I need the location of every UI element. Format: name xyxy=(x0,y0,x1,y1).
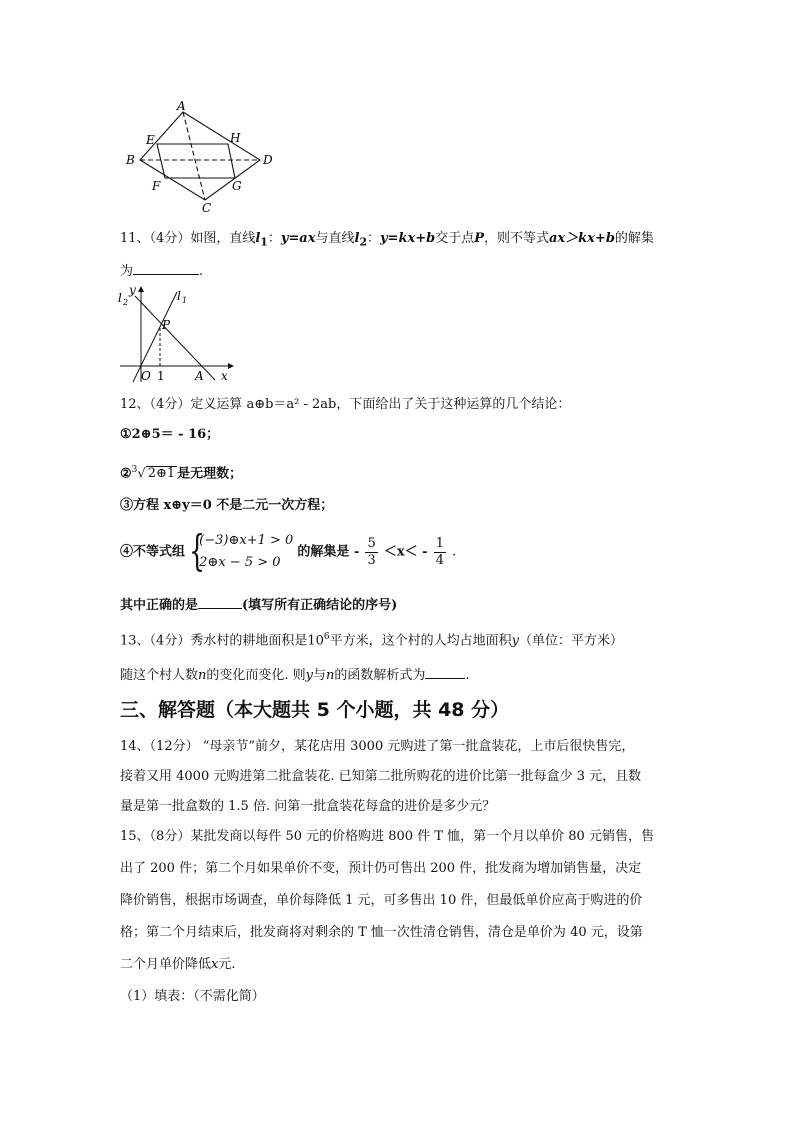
q11-l1: l xyxy=(255,231,261,246)
q13-n: n xyxy=(198,668,207,683)
q15-line3: 降价销售，根据市场调查，单价每降低 1 元，可多售出 10 件，但最低单价应高于购进的价 xyxy=(120,893,643,908)
q13-answer-blank xyxy=(425,664,465,679)
q11-colon1: ： xyxy=(267,231,281,246)
label-e: E xyxy=(146,133,155,147)
q11-line2 xyxy=(120,260,203,281)
label-b: B xyxy=(126,153,135,167)
label-h: H xyxy=(230,131,241,145)
parallelogram-efgh xyxy=(157,144,235,178)
frac2-num: 1 xyxy=(435,535,445,551)
q13-line2 xyxy=(120,664,470,685)
q11-p: P xyxy=(474,231,484,246)
line-l1 xyxy=(133,292,177,382)
figure-lines-plot xyxy=(115,282,240,387)
q11-answer-blank xyxy=(133,260,199,275)
fraction-1-4 xyxy=(434,536,446,569)
q13-l2-mid2: 与 xyxy=(313,668,327,683)
q11-l2: l xyxy=(354,231,360,246)
label-d: D xyxy=(263,153,273,167)
q13-line1 xyxy=(120,628,623,650)
fraction-5-3 xyxy=(365,536,377,569)
q13-l1-suffix: （单位：平方米） xyxy=(518,633,623,649)
q11-eq2: y=kx+b xyxy=(380,231,436,246)
q12-c4-lt: ＜x＜ - xyxy=(383,544,428,560)
label-a: A xyxy=(195,369,204,383)
q12-conclusion-prefix: 其中正确的是 xyxy=(120,598,199,613)
label-l2-sub: 2 xyxy=(123,298,129,307)
q12-c2-index: 3 xyxy=(131,465,138,475)
q12-c2 xyxy=(120,461,242,483)
frac2-den: 4 xyxy=(435,552,445,568)
system-row1: (−3)⊕x+1 > 0 xyxy=(199,533,294,548)
label-a: A xyxy=(177,100,186,113)
q12-inequality-system xyxy=(189,526,294,575)
q13-l2-mid: 的变化而变化. 则 xyxy=(206,668,306,683)
label-one: 1 xyxy=(157,369,165,383)
q11-line1 xyxy=(120,230,654,252)
label-x: x xyxy=(221,369,228,383)
label-l1-sub: 1 xyxy=(182,296,188,305)
q11-mid2: 交于点 xyxy=(435,231,475,246)
q15-line1: 15、（8分）某批发商以每件 50 元的价格购进 800 件 T 恤，第一个月以单价 80 元销售，售 xyxy=(120,829,654,844)
label-y: y xyxy=(129,283,136,297)
frac1-num: 5 xyxy=(367,535,376,551)
q11-l1-sub: 1 xyxy=(260,235,268,249)
q13-l1-prefix: 13、（4分）秀水村的耕地面积是 xyxy=(120,633,308,649)
q11-line2-prefix: 为 xyxy=(120,264,134,279)
q12-conclusion xyxy=(120,594,397,615)
q12-c4 xyxy=(120,526,457,575)
q12-conclusion-suffix: (填写所有正确结论的序号) xyxy=(242,598,398,613)
q14-line3: 量是第一批盒数的 1.5 倍. 问第一批盒装花每盒的进价是多少元？ xyxy=(120,799,496,814)
q13-l2-prefix: 随这个村人数 xyxy=(120,668,199,683)
q12-c2-prefix: ② xyxy=(120,466,132,482)
q12-c4-mid: 的解集是 - xyxy=(297,544,360,560)
q13-l2-end: . xyxy=(465,668,470,683)
q15-line5-suffix: 元. xyxy=(218,957,236,972)
q11-ineq: ax＞kx+b xyxy=(549,231,615,246)
q15-line5 xyxy=(120,956,236,974)
q11-eq1: y=ax xyxy=(280,231,316,246)
q15-line2: 出了 200 件；第二个月如果单价不变，预计仍可售出 200 件，批发商为增加销售量，决定 xyxy=(120,861,642,876)
label-l1: l xyxy=(177,289,181,303)
q13-exp: 6 xyxy=(323,632,330,642)
label-c: C xyxy=(202,201,212,215)
q12-c2-suffix: 是无理数； xyxy=(177,466,243,482)
q12-c3: ③方程 x⊕y＝0 不是二元一次方程； xyxy=(120,498,334,513)
q13-y: y xyxy=(511,633,519,649)
q14-line2: 接着又用 4000 元购进第二批盒装花. 已知第二批所购花的进价比第一批每盒少 3 元，且数 xyxy=(120,769,642,784)
q11-l2-sub: 2 xyxy=(359,235,367,249)
system-row2: 2⊕x − 5 > 0 xyxy=(199,555,281,570)
label-o: O xyxy=(141,369,151,383)
q13-l1-mid: 平方米，这个村的人均占地面积 xyxy=(329,633,512,649)
q11-mid3: ，则不等式 xyxy=(483,231,549,246)
q12-sqrt-sign: √ xyxy=(137,466,146,482)
q12-c1: ①2⊕5＝ - 16； xyxy=(120,427,220,442)
q12-c4-prefix: ④不等式组 xyxy=(120,544,186,560)
q14-line1: 14、（12分） “母亲节”前夕，某花店用 3000 元购进了第一批盒装花，上市后很快售完， xyxy=(120,739,635,754)
label-f: F xyxy=(152,179,161,193)
q15-line5-prefix: 二个月单价降低 xyxy=(120,957,212,972)
label-g: G xyxy=(232,179,242,193)
figure-rhombus xyxy=(120,100,280,215)
label-p: P xyxy=(162,318,171,332)
q15-line4: 格；第二个月结束后，批发商将对剩余的 T 恤一次性清仓销售，清仓是单价为 40 元，设第 xyxy=(120,925,643,940)
q15-sub1: （1）填表：（不需化简） xyxy=(120,989,265,1004)
q13-base: 10 xyxy=(307,633,324,649)
label-l2: l xyxy=(118,291,122,305)
system-brace: { xyxy=(189,526,206,575)
q11-mid1: 与直线 xyxy=(315,231,355,246)
q12-stem: 12、（4分）定义运算 a⊕b＝a² - 2ab，下面给出了关于这种运算的几个结论： xyxy=(120,397,571,412)
q13-n2: n xyxy=(326,668,335,683)
q11-colon2: ： xyxy=(366,231,380,246)
diagonal-ac xyxy=(183,112,205,200)
q11-prefix: 11、（4分）如图，直线 xyxy=(120,231,256,246)
q11-suffix: 的解集 xyxy=(614,231,654,246)
q11-line2-suffix: . xyxy=(199,264,204,279)
q12-c4-end: . xyxy=(452,544,457,560)
q15-x: x xyxy=(211,957,219,972)
q13-y2: y xyxy=(305,668,314,683)
q12-c2-radicand: 2⊕1 xyxy=(147,466,176,482)
line-l2 xyxy=(135,296,215,380)
frac1-den: 3 xyxy=(367,552,376,568)
q13-l2-mid3: 的函数解析式为 xyxy=(334,668,426,683)
q12-answer-blank xyxy=(198,594,242,609)
section3-heading: 三、解答题（本大题共 5 个小题，共 48 分） xyxy=(120,699,510,721)
